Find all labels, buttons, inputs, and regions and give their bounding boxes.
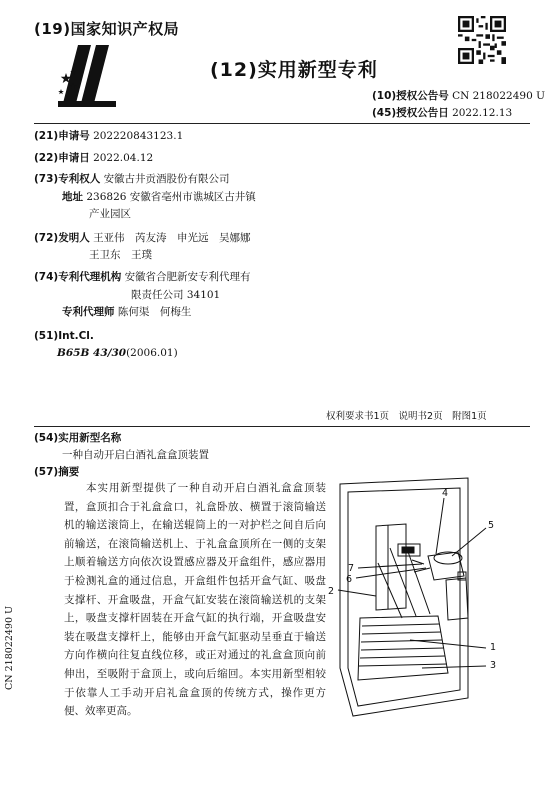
inventor-row xyxy=(34,230,251,246)
title-label xyxy=(34,430,121,446)
inventor-label: (72)发明人 xyxy=(34,232,90,244)
intcl-label: (51)Int.Cl. xyxy=(34,330,94,342)
pub-no-label: (10)授权公告号 xyxy=(372,90,449,102)
pub-date-label: (45)授权公告日 xyxy=(372,107,449,119)
owner: 安徽古井贡酒股份有限公司 xyxy=(103,173,230,185)
intcl-row xyxy=(57,345,178,361)
inventors-line2: 王卫东 王璞 xyxy=(89,249,152,261)
callout-5: 5 xyxy=(488,520,495,531)
callout-4: 4 xyxy=(442,488,449,499)
agency-label: (74)专利代理机构 xyxy=(34,271,122,283)
utility-title: 一种自动开启白酒礼盒盒顶装置 xyxy=(62,449,209,461)
title-label-text: (54)实用新型名称 xyxy=(34,432,122,444)
office-name: (19)国家知识产权局 xyxy=(34,20,180,38)
agency-line1: 安徽省合肥新安专利代理有 xyxy=(124,271,251,283)
device-figure xyxy=(318,468,528,718)
qr-code-icon xyxy=(458,16,506,64)
page-stats: 权利要求书1页 说明书2页 附图1页 xyxy=(326,411,487,422)
abstract-label xyxy=(34,464,79,480)
app-no: 202220843123.1 xyxy=(93,130,184,142)
app-no-label: (21)申请号 xyxy=(34,130,90,142)
inventors-line1: 王亚伟 芮友涛 申光远 吴娜娜 xyxy=(93,232,251,244)
address-line1: 236826 安徽省亳州市谯城区古井镇 xyxy=(86,191,256,203)
agents: 陈何渠 何梅生 xyxy=(117,306,192,318)
stats-divider xyxy=(34,426,530,427)
pub-date: 2022.12.13 xyxy=(452,107,513,119)
callout-6: 6 xyxy=(346,574,353,585)
pub-no: CN 218022490 U xyxy=(452,90,545,102)
intcl-year: (2006.01) xyxy=(126,347,178,359)
callout-3: 3 xyxy=(490,660,497,671)
cnipa-logo-icon xyxy=(58,45,116,107)
app-date-label: (22)申请日 xyxy=(34,152,90,164)
owner-row xyxy=(34,171,230,187)
agent-row xyxy=(62,304,191,320)
intcl-code: B65B 43/30 xyxy=(57,347,127,359)
address-line2: 产业园区 xyxy=(89,208,131,220)
agency-row xyxy=(34,269,251,285)
address-row xyxy=(62,189,256,205)
app-date: 2022.04.12 xyxy=(93,152,154,164)
abstract-label-text: (57)摘要 xyxy=(34,466,80,478)
publication-info xyxy=(372,88,545,122)
owner-label: (73)专利权人 xyxy=(34,173,101,185)
intcl-label-row xyxy=(34,328,94,344)
callout-2: 2 xyxy=(328,586,335,597)
agency-line2: 限责任公司 34101 xyxy=(131,289,221,301)
header-divider xyxy=(34,123,530,124)
abstract-text: 本实用新型提供了一种自动开启白酒礼盒盒顶装置，盒顶扣合于礼盒盒口，礼盒卧放、横置于滚筒输送机的输送滚筒上，在输送辊筒上的一对护栏之间自后向前输送，在滚筒输送机上、于礼盒盒顶所在一侧的支架上顺着输送方向依次设置感应器及开盒组件，感应器用于检测礼盒的通过信息，开盒组件包括开盒气缸、吸盘支撑杆、开盒吸盘，开盒气缸安装在滚筒输送机的支架上，吸盘支撑杆固装在开盒气缸的执行端，开盒吸盘安装在吸盘支撑杆上，能够由开盒气缸驱动呈垂直于输送方向作横向往复直线位移，或正对通过的礼盒盒顶向前伸出，至吸附于盒顶上，或向后缩回。本实用新型相较于依靠人工手动开启礼盒盒顶的传统方式，操作更方便、效率更高。 xyxy=(64,482,326,718)
app-no-row xyxy=(34,128,183,144)
callout-1: 1 xyxy=(490,642,497,653)
callout-7: 7 xyxy=(348,563,355,574)
document-kind: (12)实用新型专利 xyxy=(210,59,378,81)
address-label: 地址 xyxy=(62,191,83,203)
app-date-row xyxy=(34,150,153,166)
side-code: CN 218022490 U xyxy=(4,605,15,690)
agent-label: 专利代理师 xyxy=(62,306,115,318)
